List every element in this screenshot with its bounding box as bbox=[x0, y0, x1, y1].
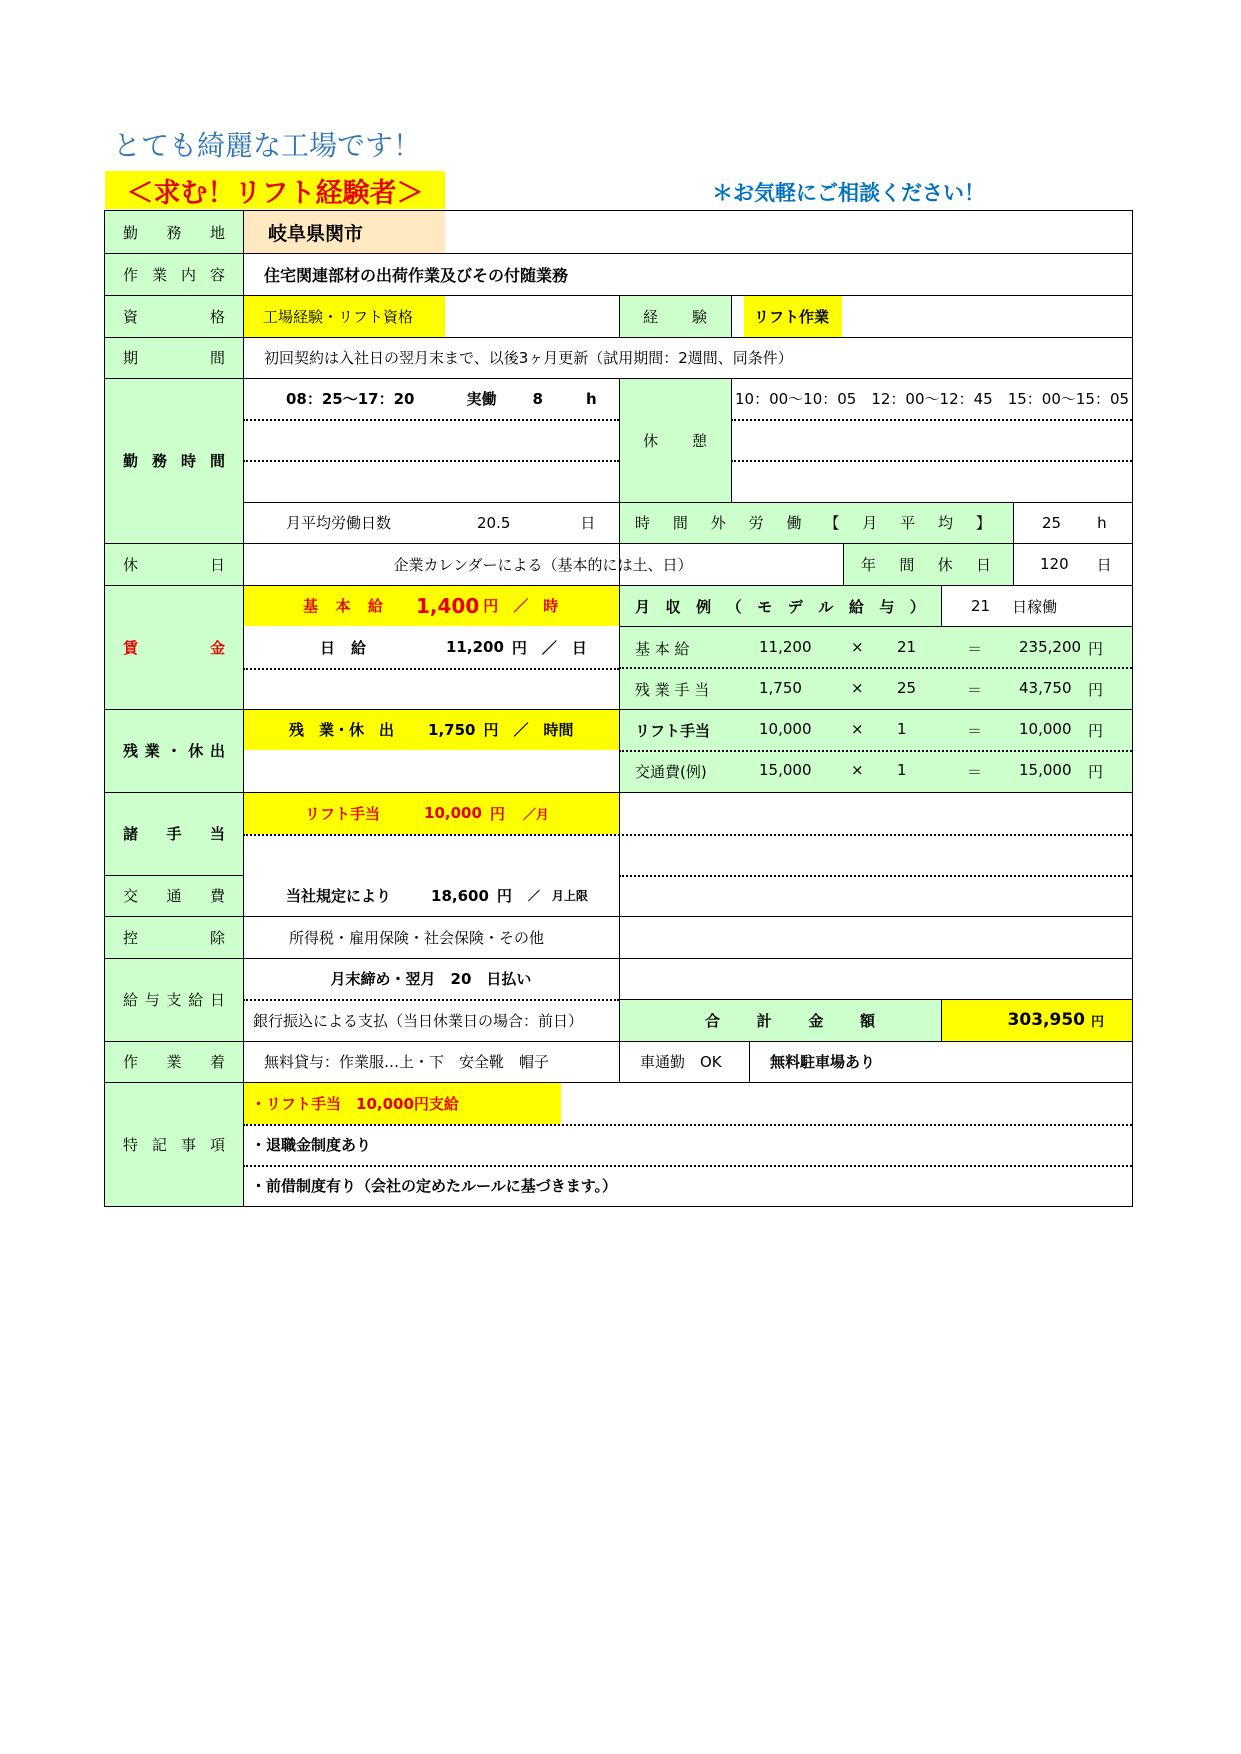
label-char: 与 bbox=[144, 991, 160, 1009]
label-char: 項 bbox=[209, 1135, 225, 1154]
daily-wage-value: 11,200 bbox=[446, 638, 504, 656]
label-char: 【 bbox=[824, 514, 840, 532]
salary-eq: ＝ bbox=[967, 763, 983, 781]
salary-x: × bbox=[851, 679, 864, 697]
total-amount-yen: 円 bbox=[1090, 1014, 1104, 1030]
label-char: 本 bbox=[335, 597, 351, 615]
label-char: 合 bbox=[705, 1011, 721, 1030]
label-char: 資 bbox=[123, 307, 139, 326]
daily-wage-unit: 円 ／ 日 bbox=[511, 638, 587, 657]
label-char: 地 bbox=[209, 223, 225, 242]
salary-total: 43,750 bbox=[1019, 679, 1072, 697]
base-rate-value: 1,400 bbox=[416, 593, 480, 618]
transport-text: 当社規定により bbox=[286, 887, 392, 905]
tagline: ＊お気軽にご相談ください！ bbox=[712, 181, 985, 205]
note-retirement: ・退職金制度あり bbox=[251, 1136, 372, 1154]
note-advance: ・前借制度有り（会社の定めたルールに基づきます。） bbox=[251, 1177, 618, 1195]
label-char: 間 bbox=[209, 349, 225, 367]
salary-qty: 1 bbox=[897, 761, 907, 779]
label-char: 交 bbox=[123, 887, 139, 905]
label-char: 収 bbox=[665, 597, 681, 616]
label-char: 休 bbox=[643, 431, 659, 450]
salary-name: 基 本 給 bbox=[635, 640, 690, 658]
salary-qty: 25 bbox=[897, 679, 917, 697]
label-char: 格 bbox=[209, 307, 225, 326]
label-char: 休 bbox=[937, 555, 953, 574]
label-char: 日 bbox=[975, 555, 991, 574]
deductions-value: 所得税・雇用保険・社会保険・その他 bbox=[289, 928, 545, 947]
pay-method: 銀行振込による支払（当日休業日の場合：前日） bbox=[253, 1011, 584, 1030]
lift-allowance-per: ／月 bbox=[522, 807, 549, 823]
label-char: 時 bbox=[635, 514, 651, 532]
label-char: 平 bbox=[900, 514, 916, 532]
label-char: 験 bbox=[691, 307, 707, 326]
transport-per: ／ 月上限 bbox=[527, 889, 588, 903]
lift-allowance-yen: 円 bbox=[489, 804, 505, 823]
label-char: 月 bbox=[862, 514, 878, 532]
label-char: 除 bbox=[209, 928, 225, 947]
label-char: 期 bbox=[123, 349, 139, 367]
label-char: 間 bbox=[899, 555, 915, 574]
salary-qty: 21 bbox=[897, 638, 917, 656]
label-char: 着 bbox=[209, 1053, 225, 1071]
label-char: 与 bbox=[879, 597, 895, 616]
salary-eq: ＝ bbox=[967, 640, 983, 658]
salary-yen: 円 bbox=[1088, 722, 1104, 740]
salary-name: リフト手当 bbox=[635, 722, 711, 740]
salary-total: 15,000 bbox=[1019, 761, 1072, 779]
label-char: 年 bbox=[861, 555, 877, 574]
label-char: ） bbox=[909, 597, 925, 616]
salary-total: 235,200 bbox=[1019, 638, 1082, 656]
label-char: 給 bbox=[188, 991, 204, 1009]
label-char: 容 bbox=[209, 265, 225, 284]
lift-allowance-amount: 10,000 bbox=[424, 804, 482, 822]
salary-amount: 1,750 bbox=[759, 679, 802, 697]
actual-label: 実働 bbox=[466, 390, 497, 408]
label-char: 日 bbox=[209, 991, 225, 1009]
parking: 無料駐車場あり bbox=[770, 1053, 876, 1071]
label-char: 当 bbox=[209, 825, 225, 843]
salary-yen: 円 bbox=[1088, 681, 1104, 699]
salary-amount: 11,200 bbox=[759, 638, 812, 656]
salary-yen: 円 bbox=[1088, 640, 1104, 658]
recruit-banner: ＜求む！リフト経験者＞ bbox=[105, 171, 445, 209]
label-char: 支 bbox=[166, 991, 182, 1009]
hours-unit: h bbox=[585, 389, 597, 408]
label-char: 日 bbox=[209, 555, 225, 574]
work-days-unit: 日稼働 bbox=[1012, 597, 1058, 616]
label-char: 勤 bbox=[123, 223, 139, 242]
label-char: 残 bbox=[123, 742, 139, 760]
holiday-value: 企業カレンダーによる（基本的には土、日） bbox=[393, 555, 693, 574]
label-char: 給 bbox=[367, 597, 383, 615]
overtime-hours-unit: h bbox=[1097, 513, 1107, 532]
label-char: 通 bbox=[166, 887, 182, 905]
label-char: 内 bbox=[180, 265, 196, 284]
car-commute: 車通勤 OK bbox=[640, 1053, 722, 1071]
location-value: 岐阜県関市 bbox=[243, 211, 445, 253]
label-char: 外 bbox=[710, 514, 726, 532]
label-char: 労 bbox=[748, 514, 764, 532]
experience-value: リフト作業 bbox=[744, 295, 842, 337]
label-char: ・ bbox=[166, 742, 182, 760]
label-char: 額 bbox=[859, 1011, 875, 1030]
label-char: 金 bbox=[808, 1011, 824, 1030]
label-char: 諸 bbox=[123, 825, 139, 843]
salary-total: 10,000 bbox=[1019, 720, 1072, 738]
salary-qty: 1 bbox=[897, 720, 907, 738]
label-char: 月 bbox=[635, 597, 651, 616]
qualification-text: 工場経験・リフト資格 bbox=[263, 307, 414, 326]
label-char: 作 bbox=[123, 1053, 139, 1071]
label-char: 給 bbox=[123, 991, 139, 1009]
salary-x: × bbox=[851, 638, 864, 656]
total-amount-value: 303,950 bbox=[1007, 1010, 1085, 1030]
label-char: 間 bbox=[209, 452, 225, 470]
salary-amount: 10,000 bbox=[759, 720, 812, 738]
work-time-value: 08：25～17：20 bbox=[286, 390, 415, 408]
salary-eq: ＝ bbox=[967, 681, 983, 699]
transport-amount: 18,600 bbox=[431, 886, 489, 905]
label-char: ル bbox=[818, 597, 834, 616]
label-char: 費 bbox=[209, 887, 225, 905]
label-char: 業 bbox=[144, 742, 160, 760]
label-char: 均 bbox=[938, 514, 954, 532]
work-content-value: 住宅関連部材の出荷作業及びその付随業務 bbox=[264, 265, 569, 285]
transport-yen: 円 bbox=[496, 887, 512, 905]
salary-name: 交通費(例) bbox=[635, 763, 707, 781]
avg-days-unit: 日 bbox=[580, 514, 596, 532]
label-char: 業 bbox=[166, 1053, 182, 1071]
work-days-value: 21 bbox=[971, 597, 991, 615]
annual-holidays-unit: 日 bbox=[1096, 555, 1112, 574]
headline: とても綺麗な工場です！ bbox=[113, 129, 422, 162]
overtime-rate-value: 1,750 bbox=[428, 720, 476, 739]
label-char: 日 bbox=[320, 638, 336, 657]
overtime-rate-unit: 円 ／ 時間 bbox=[483, 721, 574, 739]
label-char: 基 bbox=[303, 597, 319, 615]
annual-holidays-number: 120 bbox=[1040, 555, 1069, 573]
label-char: 】 bbox=[975, 514, 991, 532]
salary-x: × bbox=[851, 761, 864, 779]
salary-eq: ＝ bbox=[967, 722, 983, 740]
label-char: 働 bbox=[786, 514, 802, 532]
label-char: 勤 bbox=[123, 452, 139, 470]
label-char: 出 bbox=[209, 742, 225, 760]
label-char: 控 bbox=[123, 928, 139, 947]
label-char: 務 bbox=[151, 452, 167, 470]
label-char: デ bbox=[787, 597, 803, 616]
base-rate-unit: 円 ／ 時 bbox=[483, 597, 559, 615]
label-char: 事 bbox=[180, 1135, 196, 1154]
payday-value: 月末締め・翌月 20 日払い bbox=[330, 970, 532, 988]
label-char: 賃 bbox=[123, 638, 139, 657]
label-char: 給 bbox=[350, 638, 366, 657]
label-char: 休 bbox=[188, 742, 204, 760]
salary-amount: 15,000 bbox=[759, 761, 812, 779]
salary-x: × bbox=[851, 720, 864, 738]
label-char: 手 bbox=[166, 825, 182, 843]
label-char: 計 bbox=[756, 1011, 772, 1030]
label-char: 業 bbox=[151, 265, 167, 284]
label-char: 時 bbox=[180, 452, 196, 470]
label-char: 給 bbox=[848, 597, 864, 616]
label-char: 休 bbox=[123, 555, 139, 574]
salary-name: 残 業 手 当 bbox=[635, 681, 710, 699]
avg-days-value: 20.5 bbox=[477, 513, 511, 532]
actual-hours: 8 bbox=[532, 389, 543, 408]
label-char: 作 bbox=[123, 265, 139, 284]
label-char: 務 bbox=[166, 223, 182, 242]
overtime-hours-value: 25 bbox=[1042, 513, 1062, 532]
note-lift: ・リフト手当 10,000円支給 bbox=[243, 1082, 561, 1124]
uniform-value: 無料貸与：作業服…上・下 安全靴 帽子 bbox=[264, 1053, 550, 1071]
label-char: 例 bbox=[696, 597, 712, 616]
avg-days-label: 月平均労働日数 bbox=[286, 514, 392, 532]
period-value: 初回契約は入社日の翌月末まで、以後3ヶ月更新（試用期間：2週間、同条件） bbox=[264, 349, 793, 367]
label-char: 憩 bbox=[691, 431, 707, 450]
label-char: 経 bbox=[643, 307, 659, 326]
lift-allowance-label: リフト手当 bbox=[305, 804, 381, 823]
break-times: 10：00～10：05 12：00～12：45 15：00～15：05 bbox=[735, 390, 1130, 408]
label-char: 金 bbox=[209, 638, 225, 657]
label-char: （ bbox=[726, 597, 742, 616]
label-char: 記 bbox=[151, 1135, 167, 1154]
salary-yen: 円 bbox=[1088, 763, 1104, 781]
overtime-rate-label: 残 業・休 出 bbox=[289, 721, 395, 739]
label-char: 特 bbox=[123, 1135, 139, 1154]
label-char: モ bbox=[757, 597, 773, 616]
label-char: 間 bbox=[672, 514, 688, 532]
